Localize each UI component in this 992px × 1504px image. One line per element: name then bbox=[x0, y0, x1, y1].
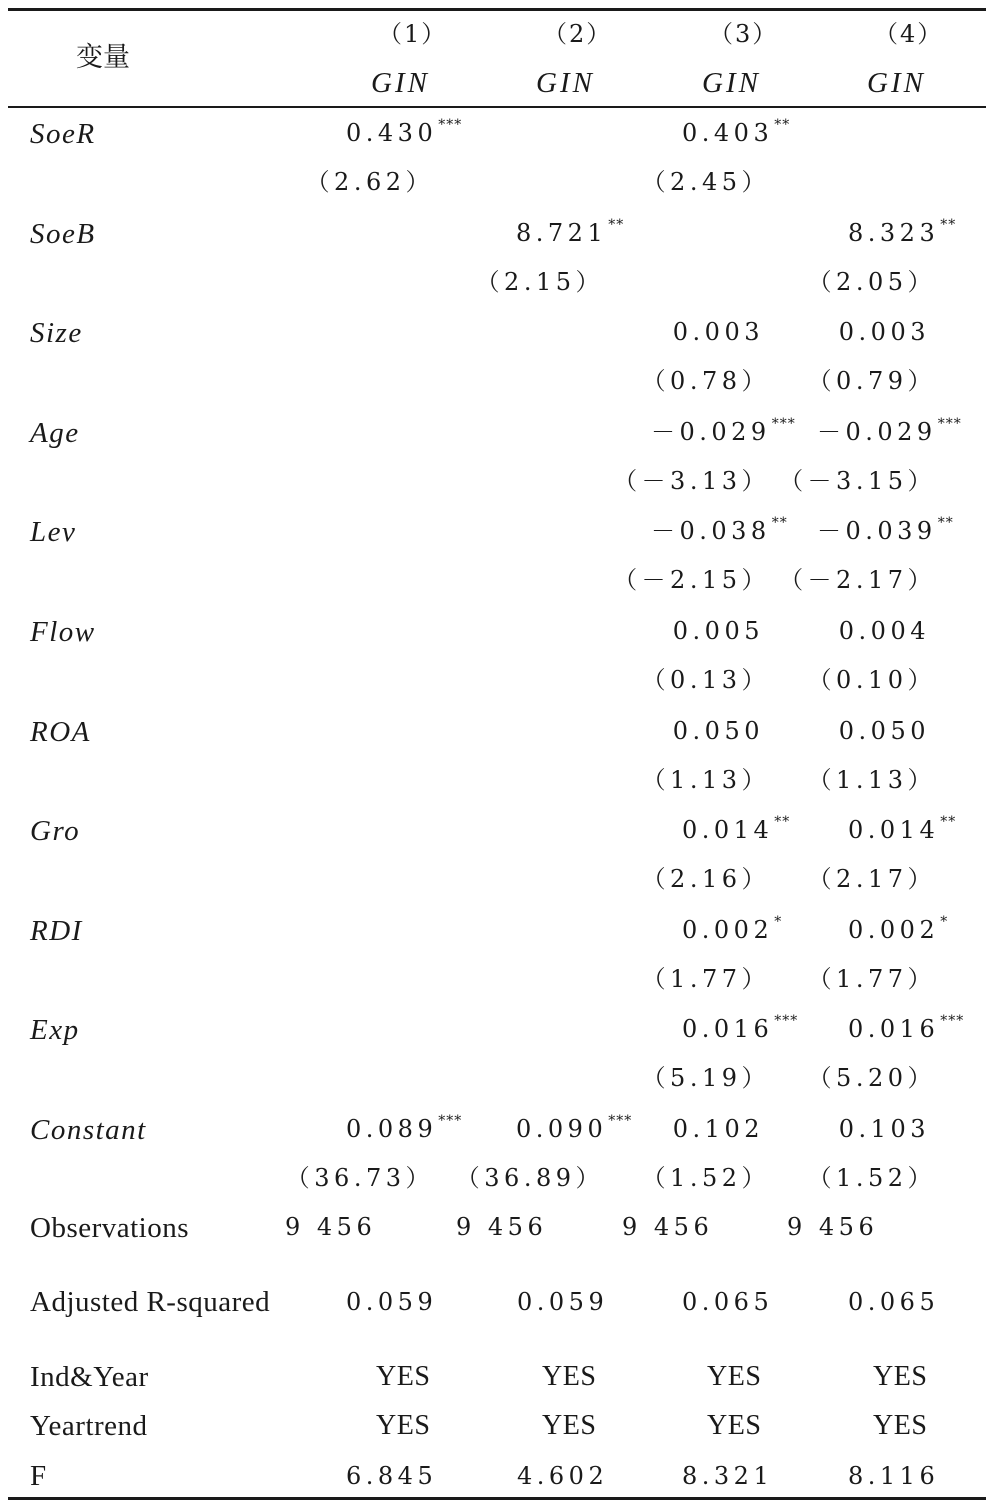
coefficient-value: 0.014 bbox=[848, 816, 940, 845]
coefficient-value: 0.004 bbox=[838, 617, 930, 645]
coefficient-cell bbox=[682, 814, 791, 845]
coefficient-cell bbox=[346, 1113, 463, 1143]
f-statistic-value-2: 4.602 bbox=[517, 1462, 609, 1490]
coefficient-value: 0.014 bbox=[682, 816, 774, 845]
variable-label: Flow bbox=[30, 616, 96, 648]
t-statistic-value: （－2.15） bbox=[613, 566, 770, 595]
t-statistic-value: （1.13） bbox=[807, 765, 936, 794]
coefficient-cell bbox=[848, 913, 949, 944]
coefficient-value: 8.721 bbox=[516, 218, 608, 247]
yeartrend-value-4: YES bbox=[873, 1410, 928, 1441]
table-bottom-rule bbox=[8, 1497, 986, 1500]
significance-stars: ** bbox=[940, 814, 957, 831]
t-statistic-value: （0.13） bbox=[641, 666, 770, 694]
coefficient-cell bbox=[673, 1117, 764, 1141]
observations-value-4: 9 456 bbox=[787, 1213, 879, 1241]
coefficient-cell bbox=[838, 318, 930, 347]
column-number-2: （2） bbox=[543, 20, 613, 48]
f-statistic-label: F bbox=[30, 1460, 47, 1492]
f-statistic-value-4: 8.116 bbox=[848, 1462, 940, 1490]
t-statistic-value: （1.13） bbox=[641, 765, 770, 794]
coefficient-value: 0.016 bbox=[848, 1015, 940, 1044]
t-statistic-value: （2.17） bbox=[807, 865, 936, 894]
coefficient-cell bbox=[848, 1013, 965, 1044]
significance-stars: *** bbox=[608, 1113, 633, 1129]
coefficient-cell bbox=[516, 216, 625, 247]
observations-label: Observations bbox=[30, 1212, 190, 1244]
variable-label: Constant bbox=[30, 1114, 147, 1146]
coefficient-value: －0.038 bbox=[651, 517, 771, 546]
coefficient-value: －0.039 bbox=[817, 517, 937, 546]
adjusted-r-squared-value-3: 0.065 bbox=[682, 1288, 774, 1316]
t-statistic-value: （5.19） bbox=[641, 1064, 770, 1093]
variable-label: Age bbox=[30, 416, 80, 449]
column-number-4: （4） bbox=[874, 20, 944, 48]
coefficient-value: 0.003 bbox=[672, 318, 764, 347]
coefficient-value: 0.090 bbox=[516, 1115, 608, 1143]
adjusted-r-squared-value-4: 0.065 bbox=[848, 1288, 940, 1316]
coefficient-value: 8.323 bbox=[848, 218, 940, 247]
t-statistic-value: （0.78） bbox=[641, 367, 770, 396]
ind-year-label: Ind&Year bbox=[30, 1361, 149, 1393]
coefficient-cell bbox=[346, 117, 463, 147]
coefficient-value: －0.029 bbox=[651, 417, 771, 446]
observations-value-1: 9 456 bbox=[285, 1213, 377, 1241]
coefficient-cell bbox=[682, 1013, 799, 1044]
significance-stars: *** bbox=[438, 1113, 463, 1129]
variable-label: Size bbox=[30, 317, 83, 350]
variable-label: ROA bbox=[30, 715, 91, 748]
ind-year-value-4: YES bbox=[873, 1361, 928, 1392]
significance-stars: *** bbox=[774, 1013, 799, 1030]
coefficient-cell bbox=[682, 117, 791, 147]
t-statistic-value: （2.62） bbox=[305, 168, 434, 196]
significance-stars: *** bbox=[940, 1013, 965, 1030]
variable-label: SoeR bbox=[30, 118, 96, 150]
coefficient-value: 0.002 bbox=[848, 915, 940, 944]
significance-stars: *** bbox=[438, 117, 463, 133]
t-statistic-value: （0.79） bbox=[807, 367, 936, 396]
f-statistic-value-1: 6.845 bbox=[346, 1462, 438, 1490]
significance-stars: ** bbox=[774, 117, 791, 133]
t-statistic-value: （1.52） bbox=[807, 1164, 936, 1192]
coefficient-cell bbox=[817, 415, 962, 446]
observations-value-2: 9 456 bbox=[456, 1213, 548, 1241]
t-statistic-value: （2.15） bbox=[475, 267, 604, 296]
significance-stars: ** bbox=[940, 216, 957, 233]
variable-label: Gro bbox=[30, 815, 81, 848]
t-statistic-value: （36.89） bbox=[455, 1164, 604, 1192]
coefficient-value: 0.103 bbox=[838, 1115, 930, 1143]
t-statistic-value: （－2.17） bbox=[779, 566, 936, 595]
yeartrend-value-1: YES bbox=[376, 1410, 431, 1441]
ind-year-value-1: YES bbox=[376, 1361, 431, 1392]
coefficient-value: 0.430 bbox=[346, 119, 438, 147]
column-number-1: （1） bbox=[378, 20, 448, 48]
significance-stars: ** bbox=[608, 216, 625, 233]
yeartrend-value-2: YES bbox=[542, 1410, 597, 1441]
t-statistic-value: （1.77） bbox=[641, 964, 770, 993]
variable-label: SoeB bbox=[30, 217, 96, 250]
variable-label: Exp bbox=[30, 1014, 80, 1047]
coefficient-cell bbox=[839, 619, 930, 643]
coefficient-cell bbox=[673, 619, 764, 643]
column-name-4: GIN bbox=[867, 67, 926, 99]
coefficient-cell bbox=[838, 716, 930, 745]
significance-stars: ** bbox=[774, 814, 791, 831]
significance-stars: ** bbox=[771, 515, 788, 532]
column-number-3: （3） bbox=[709, 20, 779, 48]
yeartrend-label: Yeartrend bbox=[30, 1410, 148, 1442]
adjusted-r-squared-value-2: 0.059 bbox=[517, 1288, 609, 1316]
t-statistic-value: （1.52） bbox=[641, 1164, 770, 1192]
ind-year-value-3: YES bbox=[707, 1361, 762, 1392]
coefficient-cell bbox=[516, 1113, 633, 1143]
coefficient-cell bbox=[672, 318, 764, 347]
coefficient-value: 0.102 bbox=[672, 1115, 764, 1143]
coefficient-cell bbox=[817, 515, 954, 546]
t-statistic-value: （2.45） bbox=[641, 168, 770, 196]
significance-stars: ** bbox=[937, 515, 954, 532]
t-statistic-value: （0.10） bbox=[807, 666, 936, 694]
adjusted-r-squared-value-1: 0.059 bbox=[346, 1288, 438, 1316]
coefficient-value: 0.050 bbox=[672, 716, 764, 745]
coefficient-cell bbox=[651, 515, 788, 546]
coefficient-cell bbox=[682, 913, 783, 944]
t-statistic-value: （2.05） bbox=[807, 267, 936, 296]
coefficient-cell bbox=[848, 814, 957, 845]
t-statistic-value: （1.77） bbox=[807, 964, 936, 993]
significance-stars: *** bbox=[771, 415, 796, 432]
coefficient-value: 0.089 bbox=[346, 1115, 438, 1143]
coefficient-value: 0.003 bbox=[838, 318, 930, 347]
coefficient-cell bbox=[839, 1117, 930, 1141]
variable-label: RDI bbox=[30, 914, 83, 947]
table-top-rule bbox=[8, 8, 986, 11]
t-statistic-value: （－3.15） bbox=[779, 466, 936, 495]
table-header-rule bbox=[8, 106, 986, 108]
coefficient-value: 0.005 bbox=[672, 617, 764, 645]
observations-value-3: 9 456 bbox=[622, 1213, 714, 1241]
yeartrend-value-3: YES bbox=[707, 1410, 762, 1441]
column-name-1: GIN bbox=[371, 67, 430, 99]
coefficient-cell bbox=[848, 216, 957, 247]
coefficient-value: －0.029 bbox=[817, 417, 937, 446]
coefficient-value: 0.403 bbox=[682, 119, 774, 147]
f-statistic-value-3: 8.321 bbox=[682, 1462, 774, 1490]
variable-label: Lev bbox=[30, 516, 77, 549]
significance-stars: * bbox=[774, 913, 783, 930]
t-statistic-value: （－3.13） bbox=[613, 466, 770, 495]
t-statistic-value: （36.73） bbox=[285, 1164, 434, 1192]
coefficient-value: 0.016 bbox=[682, 1015, 774, 1044]
coefficient-value: 0.002 bbox=[682, 915, 774, 944]
t-statistic-value: （2.16） bbox=[641, 865, 770, 894]
t-statistic-value: （5.20） bbox=[807, 1064, 936, 1093]
coefficient-cell bbox=[672, 716, 764, 745]
significance-stars: *** bbox=[937, 415, 962, 432]
column-name-3: GIN bbox=[702, 67, 761, 99]
coefficient-cell bbox=[651, 415, 796, 446]
coefficient-value: 0.050 bbox=[838, 716, 930, 745]
column-name-2: GIN bbox=[536, 67, 595, 99]
ind-year-value-2: YES bbox=[542, 1361, 597, 1392]
adjusted-r-squared-label: Adjusted R-squared bbox=[30, 1286, 271, 1318]
variable-column-header: 变量 bbox=[76, 42, 130, 73]
significance-stars: * bbox=[940, 913, 949, 930]
